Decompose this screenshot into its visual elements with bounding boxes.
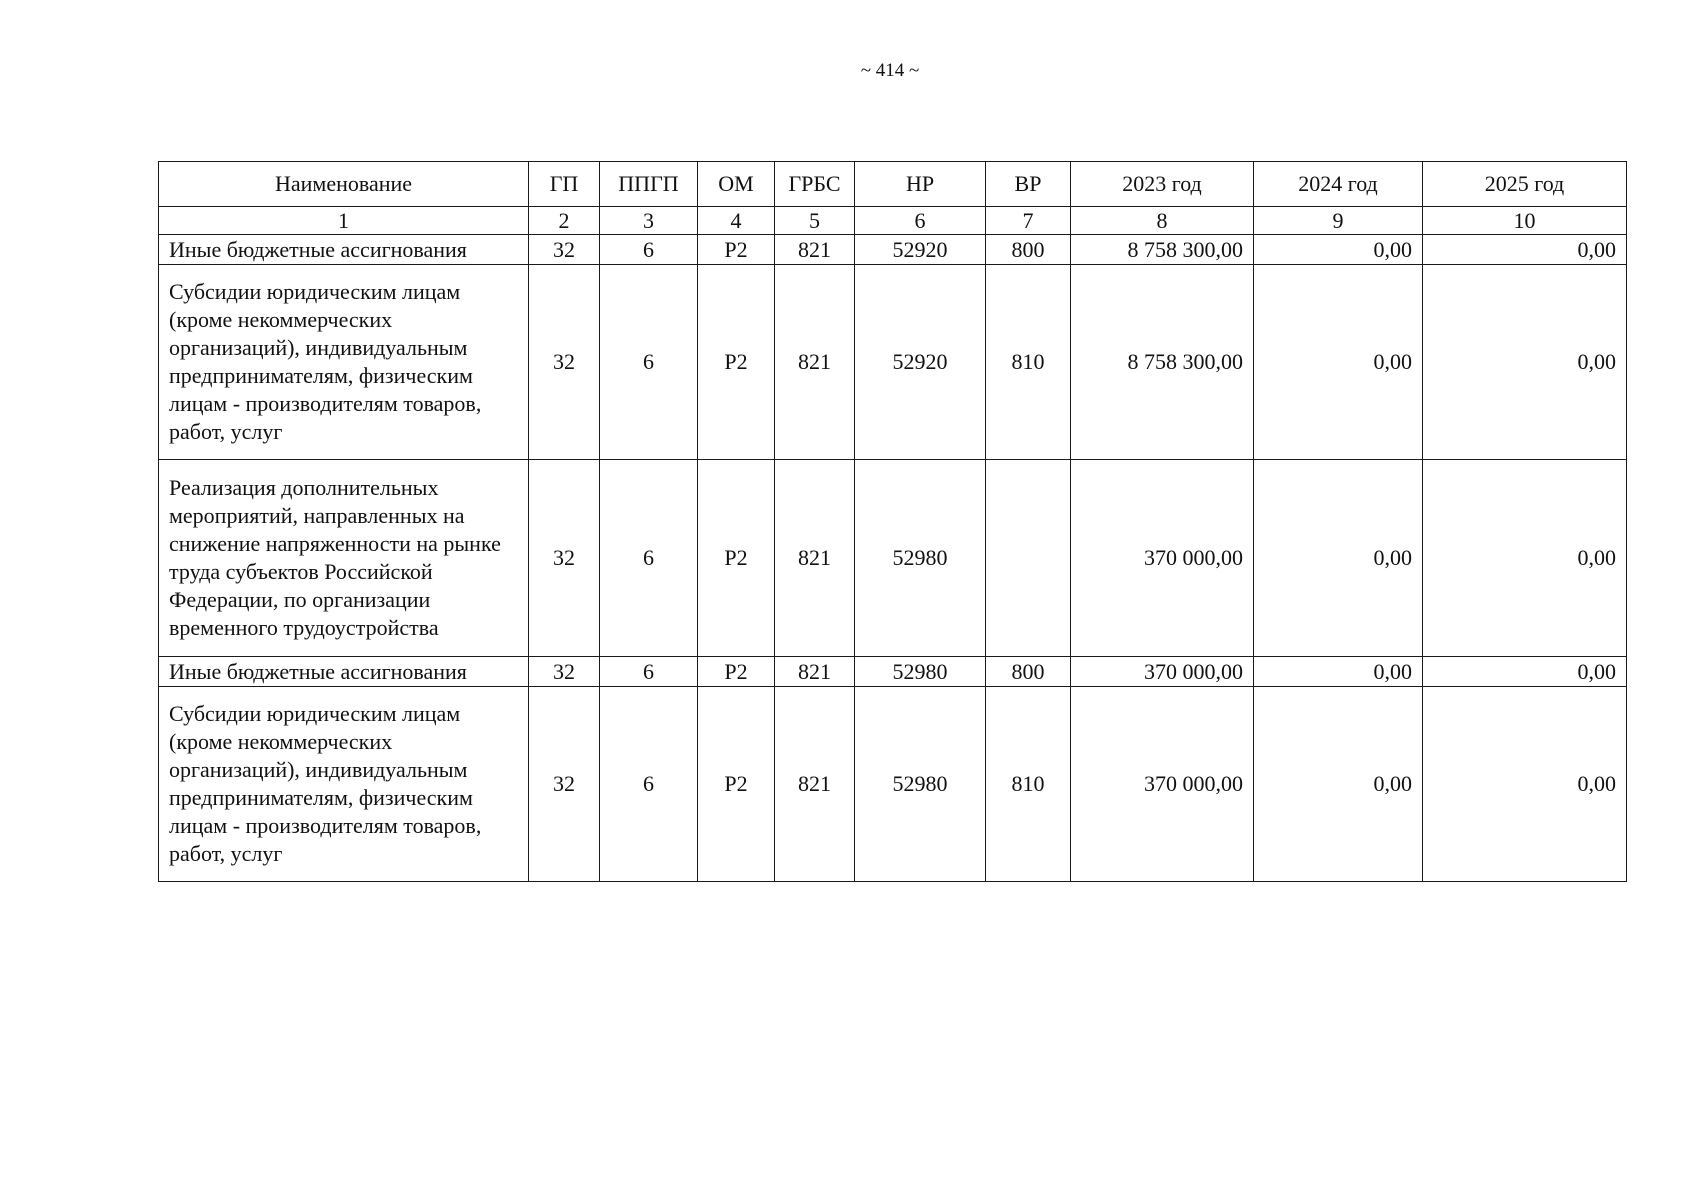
cell-gp: 32	[529, 687, 600, 882]
header-ppgp: ППГП	[600, 162, 698, 207]
cell-grbs: 821	[775, 265, 855, 460]
column-number: 2	[529, 207, 600, 235]
cell-2024: 0,00	[1254, 235, 1423, 265]
cell-2025: 0,00	[1423, 235, 1627, 265]
cell-grbs: 821	[775, 235, 855, 265]
header-vr: ВР	[986, 162, 1071, 207]
column-number: 8	[1071, 207, 1254, 235]
cell-nr: 52980	[855, 657, 986, 687]
cell-2024: 0,00	[1254, 657, 1423, 687]
cell-ppgp: 6	[600, 265, 698, 460]
cell-ppgp: 6	[600, 460, 698, 657]
cell-om: Р2	[698, 687, 775, 882]
cell-2023: 370 000,00	[1071, 657, 1254, 687]
column-number-row	[159, 207, 1627, 235]
cell-vr: 810	[986, 687, 1071, 882]
page-number: ~ 414 ~	[860, 60, 920, 81]
cell-gp: 32	[529, 265, 600, 460]
header-row	[159, 162, 1627, 207]
cell-name: Субсидии юридическим лицам (кроме некоммерческих организаций), индивидуальным предпринимателям, физическим лицам - производителям товаров, работ, услуг	[159, 687, 529, 882]
table-row	[159, 687, 1627, 882]
cell-vr: 800	[986, 235, 1071, 265]
cell-gp: 32	[529, 235, 600, 265]
cell-grbs: 821	[775, 657, 855, 687]
column-number: 6	[855, 207, 986, 235]
table-row	[159, 460, 1627, 657]
column-number: 10	[1423, 207, 1627, 235]
column-number: 5	[775, 207, 855, 235]
cell-ppgp: 6	[600, 235, 698, 265]
cell-2023: 8 758 300,00	[1071, 235, 1254, 265]
cell-name: Иные бюджетные ассигнования	[159, 657, 529, 687]
cell-nr: 52920	[855, 265, 986, 460]
cell-2025: 0,00	[1423, 460, 1627, 657]
cell-ppgp: 6	[600, 657, 698, 687]
cell-vr: 800	[986, 657, 1071, 687]
cell-gp: 32	[529, 657, 600, 687]
header-2024: 2024 год	[1254, 162, 1423, 207]
header-gp: ГП	[529, 162, 600, 207]
cell-nr: 52980	[855, 687, 986, 882]
column-number: 9	[1254, 207, 1423, 235]
header-nr: НР	[855, 162, 986, 207]
header-grbs: ГРБС	[775, 162, 855, 207]
table-row	[159, 235, 1627, 265]
cell-grbs: 821	[775, 460, 855, 657]
cell-om: Р2	[698, 235, 775, 265]
cell-name: Иные бюджетные ассигнования	[159, 235, 529, 265]
cell-2024: 0,00	[1254, 687, 1423, 882]
header-2023: 2023 год	[1071, 162, 1254, 207]
table-row	[159, 657, 1627, 687]
column-number: 1	[159, 207, 529, 235]
cell-nr: 52980	[855, 460, 986, 657]
cell-nr: 52920	[855, 235, 986, 265]
cell-om: Р2	[698, 265, 775, 460]
header-name: Наименование	[159, 162, 529, 207]
cell-vr: 810	[986, 265, 1071, 460]
column-number: 3	[600, 207, 698, 235]
cell-vr	[986, 460, 1071, 657]
cell-name: Субсидии юридическим лицам (кроме некоммерческих организаций), индивидуальным предпринимателям, физическим лицам - производителям товаров, работ, услуг	[159, 265, 529, 460]
cell-2025: 0,00	[1423, 687, 1627, 882]
cell-2025: 0,00	[1423, 265, 1627, 460]
table-row	[159, 265, 1627, 460]
cell-grbs: 821	[775, 687, 855, 882]
cell-ppgp: 6	[600, 687, 698, 882]
cell-2024: 0,00	[1254, 265, 1423, 460]
cell-2024: 0,00	[1254, 460, 1423, 657]
cell-om: Р2	[698, 460, 775, 657]
cell-gp: 32	[529, 460, 600, 657]
budget-table	[158, 161, 1627, 882]
column-number: 4	[698, 207, 775, 235]
cell-2023: 8 758 300,00	[1071, 265, 1254, 460]
cell-name: Реализация дополнительных мероприятий, направленных на снижение напряженности на рынке труда субъектов Российской Федерации, по организации временного трудоустройства	[159, 460, 529, 657]
cell-2023: 370 000,00	[1071, 460, 1254, 657]
column-number: 7	[986, 207, 1071, 235]
header-2025: 2025 год	[1423, 162, 1627, 207]
cell-2025: 0,00	[1423, 657, 1627, 687]
cell-2023: 370 000,00	[1071, 687, 1254, 882]
cell-om: Р2	[698, 657, 775, 687]
header-om: ОМ	[698, 162, 775, 207]
